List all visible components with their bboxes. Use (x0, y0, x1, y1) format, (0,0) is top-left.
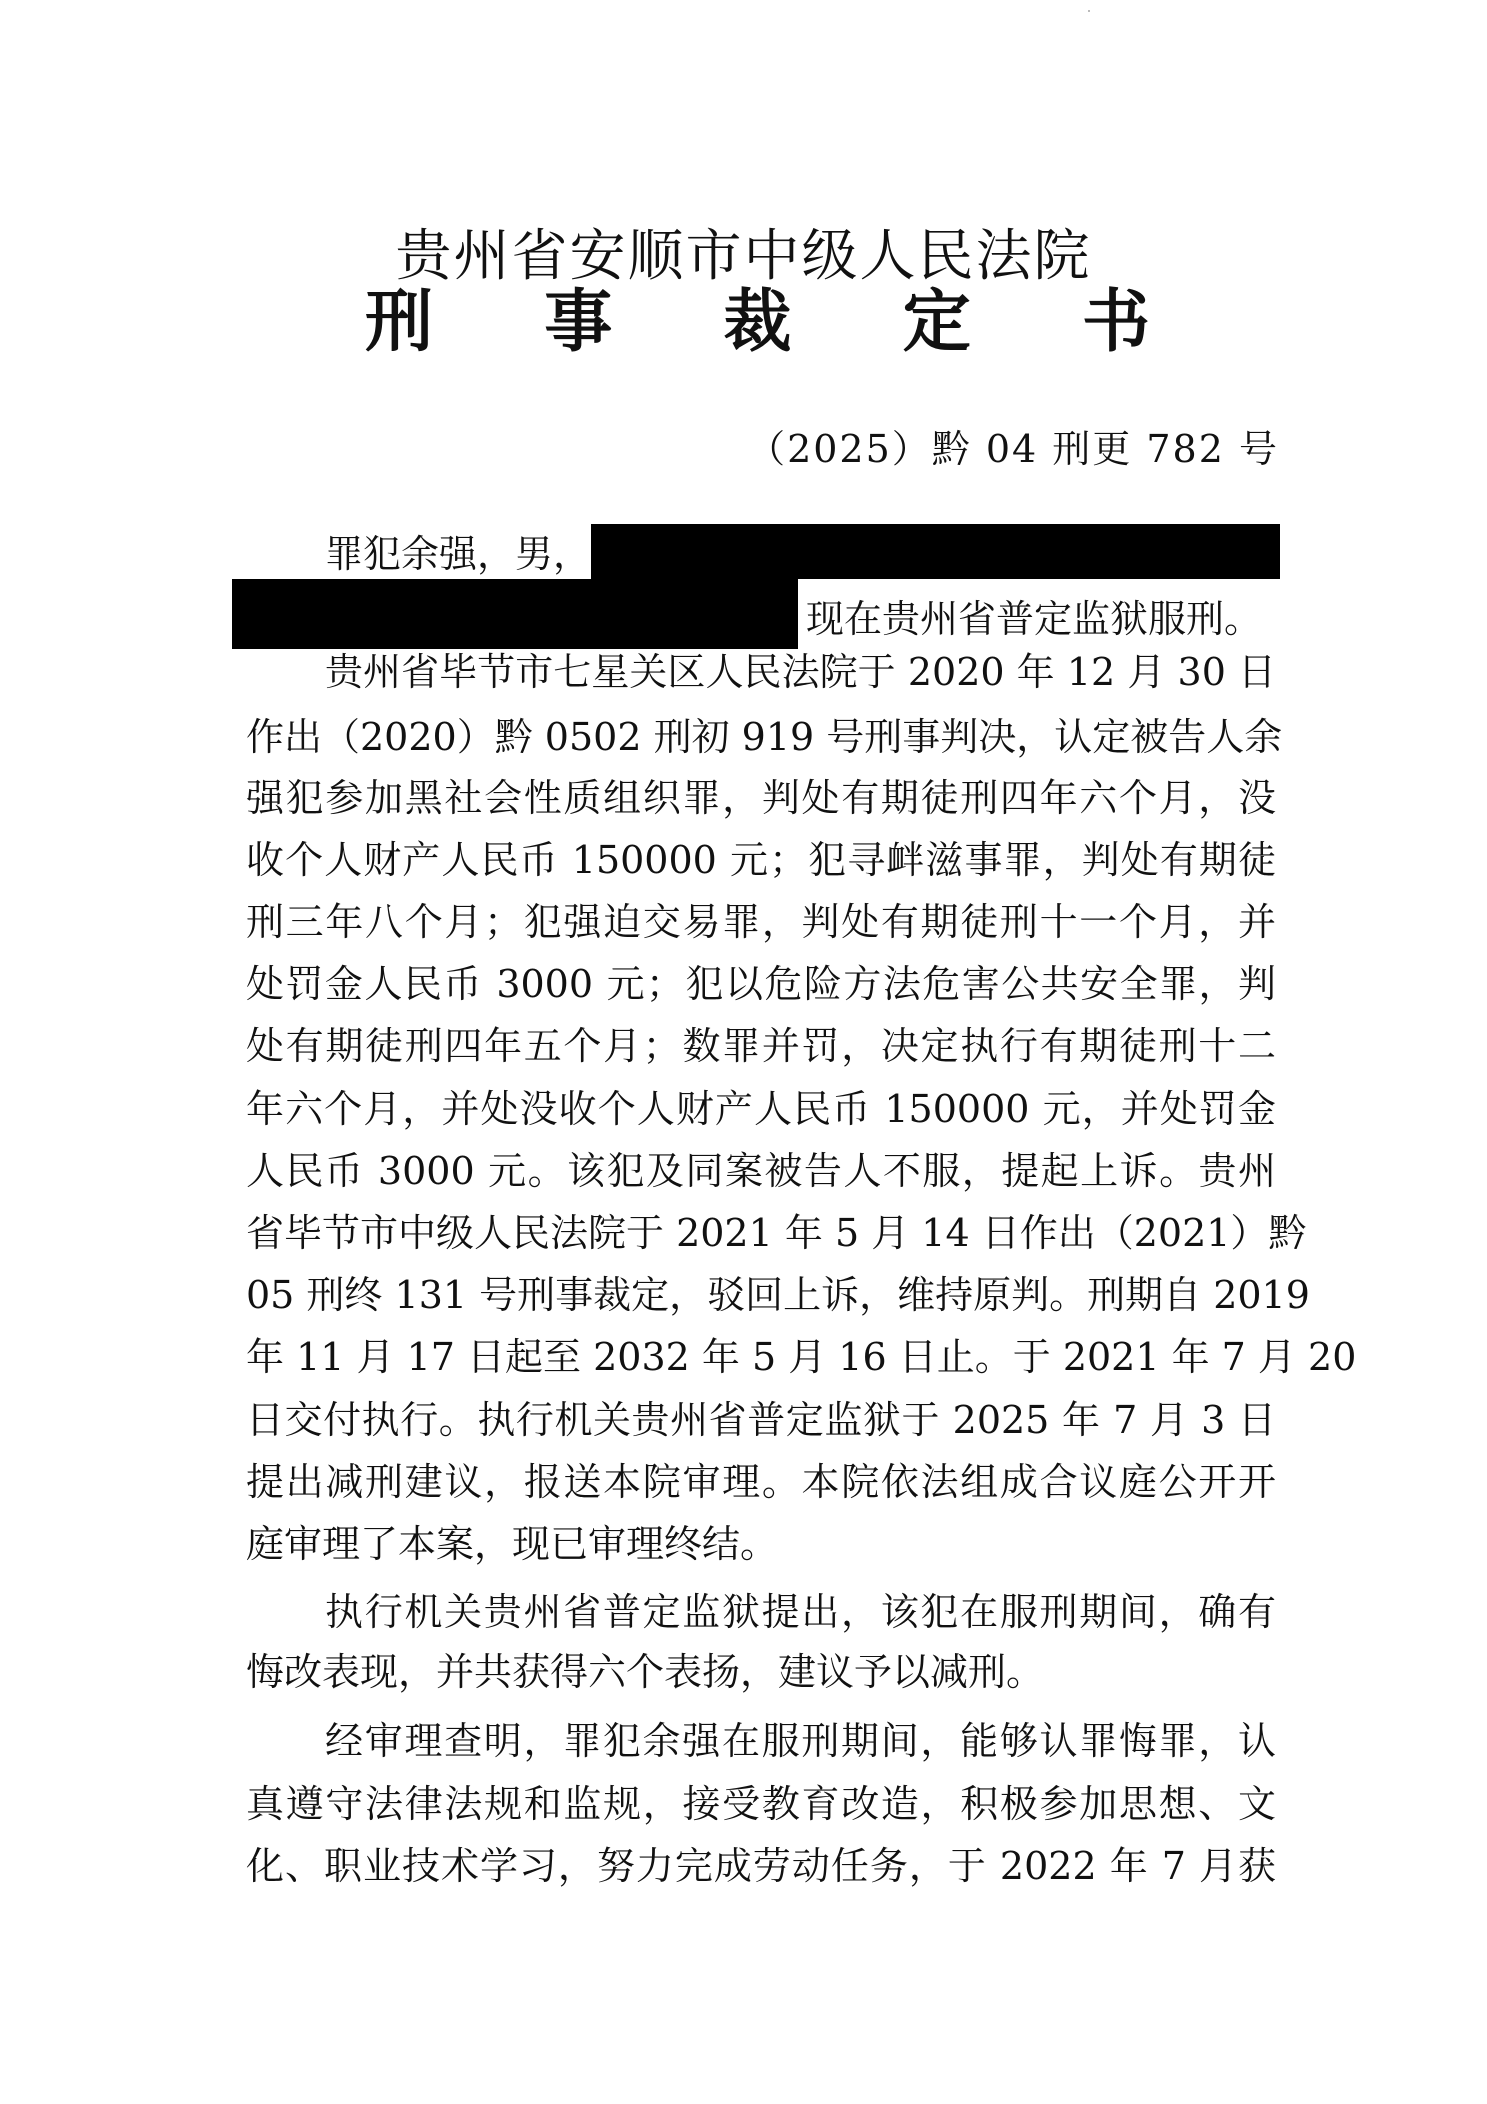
text-line: 刑三年八个月；犯强迫交易罪，判处有期徒刑十一个月，并 (246, 900, 1276, 944)
text-line: 提出减刑建议，报送本院审理。本院依法组成合议庭公开开 (246, 1460, 1276, 1504)
text-line: 05 刑终 131 号刑事裁定，驳回上诉，维持原判。刑期自 2019 (246, 1273, 1310, 1317)
text-line: 强犯参加黑社会性质组织罪，判处有期徒刑四年六个月，没 (246, 776, 1276, 820)
text-line: 真遵守法律法规和监规，接受教育改造，积极参加思想、文 (246, 1782, 1276, 1826)
text-line: 经审理查明，罪犯余强在服刑期间，能够认罪悔罪，认 (325, 1719, 1276, 1763)
text-line: 收个人财产人民币 150000 元；犯寻衅滋事罪，判处有期徒 (246, 838, 1276, 882)
scan-speck (1088, 10, 1090, 12)
text-line: 日交付执行。执行机关贵州省普定监狱于 2025 年 7 月 3 日 (246, 1398, 1276, 1442)
case-number: （2025）黔 04 刑更 782 号 (747, 427, 1279, 471)
text-line: 省毕节市中级人民法院于 2021 年 5 月 14 日作出（2021）黔 (246, 1211, 1307, 1255)
text-line: 年 11 月 17 日起至 2032 年 5 月 16 日止。于 2021 年 7 月 20 (246, 1335, 1357, 1379)
text-line: 作出（2020）黔 0502 刑初 919 号刑事判决，认定被告人余 (246, 715, 1283, 759)
text-line: 处罚金人民币 3000 元；犯以危险方法危害公共安全罪，判 (246, 962, 1276, 1006)
text-line: 罪犯余强，男， (325, 532, 592, 576)
text-line: 化、职业技术学习，努力完成劳动任务，于 2022 年 7 月获 (246, 1844, 1276, 1888)
text-line: 庭审理了本案，现已审理终结。 (246, 1522, 779, 1566)
text-line: 现在贵州省普定监狱服刑。 (806, 597, 1263, 641)
redaction-block (591, 524, 1280, 579)
document-type-title: 刑 事 裁 定 书 (365, 282, 1150, 362)
court-name: 贵州省安顺市中级人民法院 (395, 224, 1092, 289)
text-line: 年六个月，并处没收个人财产人民币 150000 元，并处罚金 (246, 1087, 1276, 1131)
text-line: 人民币 3000 元。该犯及同案被告人不服，提起上诉。贵州 (246, 1149, 1276, 1193)
text-line: 处有期徒刑四年五个月；数罪并罚，决定执行有期徒刑十二 (246, 1024, 1276, 1068)
text-line: 执行机关贵州省普定监狱提出，该犯在服刑期间，确有 (325, 1590, 1276, 1634)
text-line: 悔改表现，并共获得六个表扬，建议予以减刑。 (246, 1650, 1045, 1694)
redaction-block (232, 579, 798, 649)
text-line: 贵州省毕节市七星关区人民法院于 2020 年 12 月 30 日 (325, 650, 1276, 694)
